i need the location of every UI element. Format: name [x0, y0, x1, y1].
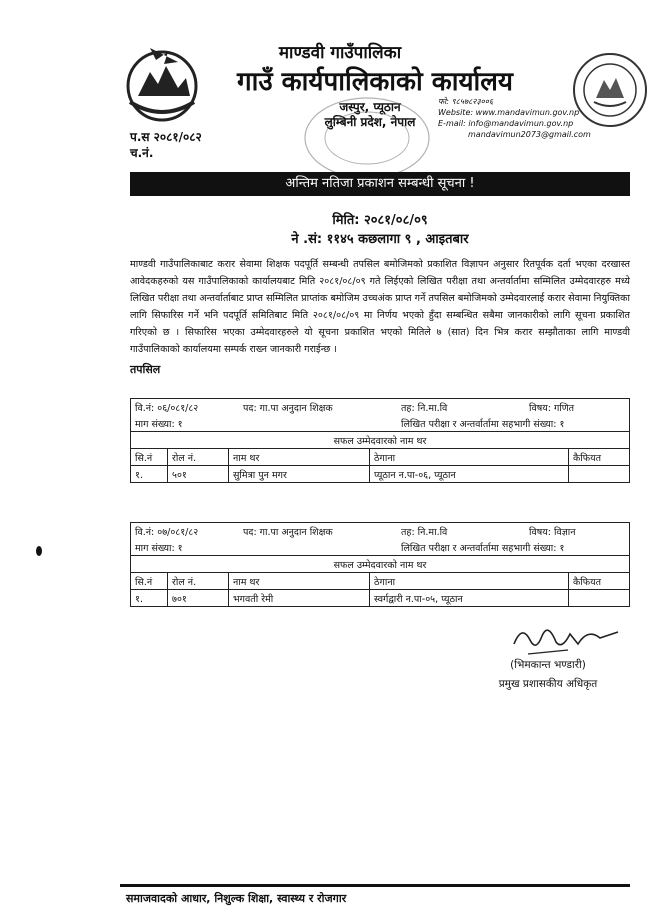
block-info-table — [130, 398, 630, 432]
cell-address: स्वर्गद्वारी न.पा-०५, प्यूठान — [370, 590, 569, 607]
ad-number: वि.नं: ०७/०८१/८२ — [131, 523, 240, 540]
demand-count: माग संख्या: १ — [131, 539, 240, 556]
col-roll: रोल नं. — [168, 573, 229, 590]
col-remarks: कैफियत — [569, 449, 630, 466]
details-heading: तपसिल — [130, 363, 161, 376]
signatory-name: (भिमकान्त भण्डारी) — [510, 659, 586, 671]
scan-mark — [36, 546, 42, 556]
notice-date: मिति: २०८१/०८/०९ — [332, 213, 428, 228]
cell-address: प्यूठान न.पा-०६, प्यूठान — [370, 466, 569, 483]
cell-roll: ५०१ — [168, 466, 229, 483]
demand-count: माग संख्या: १ — [131, 415, 240, 432]
website-link[interactable]: Website: www.mandavimun.gov.np — [438, 108, 580, 117]
notice-title-banner: अन्तिम नतिजा प्रकाशन सम्बन्धी सूचना ! — [130, 172, 630, 196]
result-table — [130, 556, 630, 607]
municipality-seal-logo — [570, 50, 650, 130]
cell-roll: ७०१ — [168, 590, 229, 607]
handwritten-signature — [508, 614, 628, 662]
subject-name: विषय: विज्ञान — [525, 523, 630, 540]
col-address: ठेगाना — [370, 573, 569, 590]
col-roll: रोल नं. — [168, 449, 229, 466]
municipality-name: माण्डवी गाउँपालिका — [278, 43, 402, 63]
cell-remarks — [569, 590, 630, 607]
col-name: नाम थर — [229, 573, 370, 590]
post-name: पद: गा.पा अनुदान शिक्षक — [239, 399, 397, 416]
reference-number: प.स २०८१/०८२ — [130, 130, 202, 144]
office-address: जस्पुर, प्यूठान — [339, 100, 401, 114]
table-row — [131, 466, 630, 483]
col-remarks: कैफियत — [569, 573, 630, 590]
ad-number: वि.नं: ०६/०८१/८२ — [131, 399, 240, 416]
table-row — [131, 590, 630, 607]
cell-name: भगवती रेमी — [229, 590, 370, 607]
table-header-row — [131, 573, 630, 590]
col-serial: सि.नं — [131, 449, 168, 466]
table-caption: सफल उम्मेदवारको नाम थर — [131, 432, 630, 449]
province-name: लुम्बिनी प्रदेश, नेपाल — [324, 115, 416, 129]
footer-divider — [120, 884, 630, 887]
footer-slogan: समाजवादको आधार, निशुल्क शिक्षा, स्वास्थ्य र रोजगार — [126, 892, 347, 905]
col-serial: सि.नं — [131, 573, 168, 590]
post-name: पद: गा.पा अनुदान शिक्षक — [239, 523, 397, 540]
dispatch-number: च.नं. — [130, 146, 154, 160]
participant-count: लिखित परीक्षा र अन्तर्वार्तामा सहभागी संख्या: १ — [397, 415, 630, 432]
cell-remarks — [569, 466, 630, 483]
cell-serial: १. — [131, 590, 168, 607]
col-name: नाम थर — [229, 449, 370, 466]
phone-number: फो: ९८५७८२३००६ — [438, 97, 494, 106]
email-primary[interactable]: E-mail: info@mandavimun.gov.np — [438, 119, 574, 128]
table-header-row — [131, 449, 630, 466]
office-name: गाउँ कार्यपालिकाको कार्यालय — [237, 67, 513, 97]
level-name: तह: नि.मा.वि — [397, 399, 525, 416]
subject-name: विषय: गणित — [525, 399, 630, 416]
result-block-math — [130, 398, 630, 483]
signatory-title: प्रमुख प्रशासकीय अधिकृत — [498, 678, 598, 690]
notice-body: माण्डवी गाउँपालिकाबाट करार सेवामा शिक्षक पदपूर्ति सम्बन्धी तपसिल बमोजिमको प्रकाशित विज्ञापन अनुसार रितपूर्वक दर्ता भएका दरखास्त आवेदकहरुको यस गाउँपालिकाको कार्यालयबाट मिति २०८१/०८/०९ गते लिईएको लिखित परीक्षा तथा अन्तर्वार्तामा सम्मिलित उम्मेदवारहरु मध्ये लिखित परीक्षा तथा अन्तर्वार्ताबाट प्राप्त सम्मिलित प्राप्तांक बमोजिम उच्चअंक प्राप्त गर्ने तपसिल बमोजिमको उम्मेदवारलाई करार सेवामा नियुक्तिका लागि सिफारिस गर्ने भनि पदपूर्ति समितिबाट मिति २०८१/०८/०९ मा निर्णय भएको हुँदा सम्बन्धित सबैमा जानकारीको लागि सूचना प्रकाशित गरिएको छ । सिफारिस भएका उम्मेदवारहरुले यो सूचना प्रकाशित भएको मितिले ७ (सात) दिन भित्र करार सम्झौताका लागि माण्डवी गाउँपालिकाको कार्यालयमा सम्पर्क राख्न जानकारी गराईन्छ । — [130, 259, 630, 355]
participant-count: लिखित परीक्षा र अन्तर्वार्तामा सहभागी संख्या: १ — [397, 539, 630, 556]
contact-info — [438, 96, 591, 140]
table-caption: सफल उम्मेदवारको नाम थर — [131, 556, 630, 573]
nepal-sambat-date: ने .सं: ११४५ कछलागा ९ , आइतबार — [291, 232, 469, 247]
level-name: तह: नि.मा.वि — [397, 523, 525, 540]
cell-serial: १. — [131, 466, 168, 483]
col-address: ठेगाना — [370, 449, 569, 466]
cell-name: सुमित्रा पुन मगर — [229, 466, 370, 483]
nepal-emblem-logo — [120, 42, 204, 126]
email-secondary[interactable]: mandavimun2073@gmail.com — [468, 130, 591, 139]
result-table — [130, 432, 630, 483]
block-info-table — [130, 522, 630, 556]
result-block-science — [130, 522, 630, 607]
